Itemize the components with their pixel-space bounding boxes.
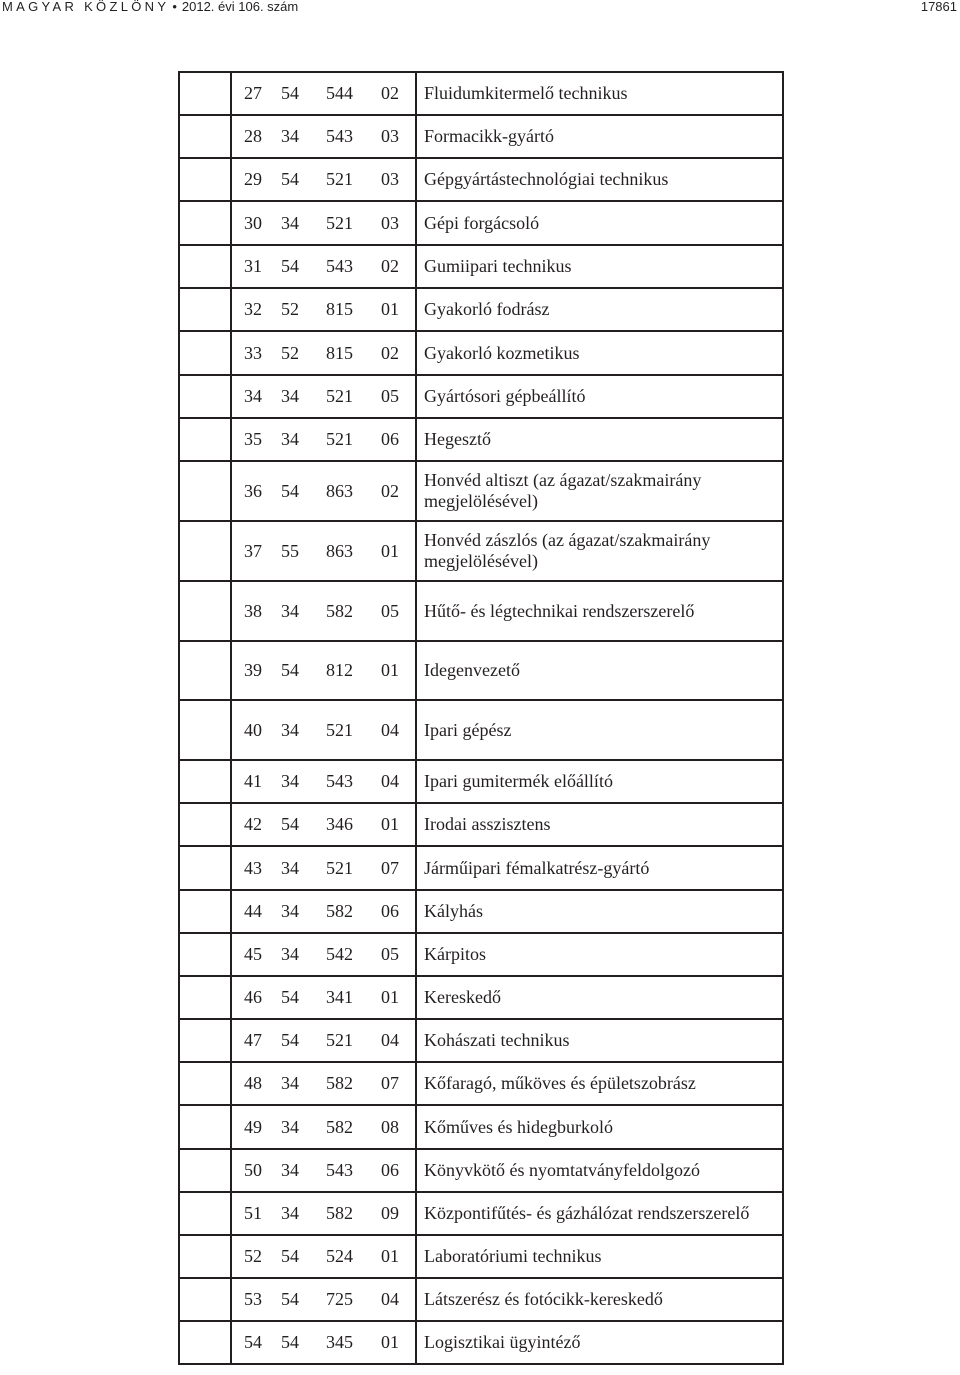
code-part-3: 01 (381, 1246, 399, 1266)
row-number: 52 (244, 1246, 262, 1266)
code-part-3: 02 (381, 342, 399, 363)
qualification-name: Irodai asszisztens (416, 803, 783, 846)
qualification-name: Gyakorló kozmetikus (416, 331, 783, 375)
blank-cell (179, 331, 231, 375)
code-part-2: 725 (326, 1289, 353, 1309)
table-row (179, 1321, 783, 1364)
qualification-table (178, 71, 784, 1365)
code-part-3: 04 (381, 1030, 399, 1050)
qualification-name: Látszerész és fotócikk-kereskedő (416, 1278, 783, 1321)
row-number: 41 (244, 771, 262, 791)
code-cell (231, 890, 416, 933)
code-cell (231, 1062, 416, 1105)
code-part-3: 02 (381, 480, 399, 501)
code-part-1: 54 (281, 987, 299, 1007)
row-number: 30 (244, 212, 262, 233)
code-part-1: 54 (281, 480, 299, 501)
code-cell (231, 158, 416, 201)
row-number: 48 (244, 1073, 262, 1093)
qualification-name: Laboratóriumi technikus (416, 1235, 783, 1278)
code-part-1: 54 (281, 169, 299, 189)
code-cell (231, 331, 416, 375)
code-cell (231, 418, 416, 461)
table-row (179, 158, 783, 201)
qualification-name: Kárpitos (416, 933, 783, 976)
code-cell (231, 581, 416, 641)
qualification-name: Logisztikai ügyintéző (416, 1321, 783, 1364)
code-cell (231, 846, 416, 890)
table-row (179, 72, 783, 115)
table-row (179, 1192, 783, 1235)
code-part-2: 346 (326, 814, 353, 834)
code-cell (231, 375, 416, 418)
code-part-2: 521 (326, 719, 353, 740)
code-part-3: 07 (381, 1073, 399, 1093)
qualification-name: Gyakorló fodrász (416, 288, 783, 331)
table-row (179, 1149, 783, 1192)
blank-cell (179, 1321, 231, 1364)
qualification-name: Formacikk-gyártó (416, 115, 783, 158)
row-number: 54 (244, 1332, 262, 1352)
code-part-2: 524 (326, 1246, 353, 1266)
blank-cell (179, 976, 231, 1019)
table-row (179, 1235, 783, 1278)
blank-cell (179, 1062, 231, 1105)
qualification-name: Honvéd altiszt (az ágazat/szakmairány megjelölésével) (416, 461, 783, 521)
blank-cell (179, 72, 231, 115)
row-number: 37 (244, 540, 262, 561)
code-part-3: 05 (381, 600, 399, 621)
qualification-name: Központifűtés- és gázhálózat rendszerszerelő (416, 1192, 783, 1235)
bullet-separator: • (172, 0, 177, 14)
blank-cell (179, 158, 231, 201)
code-part-3: 03 (381, 126, 399, 146)
code-part-3: 02 (381, 256, 399, 276)
code-part-3: 05 (381, 944, 399, 964)
code-part-1: 34 (281, 386, 299, 406)
code-part-2: 521 (326, 429, 353, 449)
code-part-3: 06 (381, 429, 399, 449)
code-part-2: 815 (326, 299, 353, 319)
blank-cell (179, 115, 231, 158)
code-part-1: 34 (281, 1203, 299, 1223)
code-cell (231, 288, 416, 331)
journal-title: MAGYAR KÖZLÖNY (2, 0, 170, 14)
code-cell (231, 1278, 416, 1321)
code-part-2: 582 (326, 1116, 353, 1137)
code-part-3: 06 (381, 1160, 399, 1180)
code-part-3: 01 (381, 987, 399, 1007)
code-cell (231, 245, 416, 288)
row-number: 51 (244, 1203, 262, 1223)
row-number: 36 (244, 480, 262, 501)
code-part-1: 34 (281, 429, 299, 449)
row-number: 53 (244, 1289, 262, 1309)
code-part-2: 582 (326, 600, 353, 621)
code-cell (231, 760, 416, 803)
code-part-1: 54 (281, 814, 299, 834)
row-number: 40 (244, 719, 262, 740)
row-number: 47 (244, 1030, 262, 1050)
code-part-3: 02 (381, 83, 399, 103)
code-part-2: 543 (326, 126, 353, 146)
code-part-2: 582 (326, 1073, 353, 1093)
code-part-2: 521 (326, 1030, 353, 1050)
code-part-1: 54 (281, 256, 299, 276)
code-part-1: 34 (281, 944, 299, 964)
code-part-2: 345 (326, 1332, 353, 1352)
table-row (179, 245, 783, 288)
qualification-name: Járműipari fémalkatrész-gyártó (416, 846, 783, 890)
running-head (2, 0, 298, 14)
row-number: 42 (244, 814, 262, 834)
qualification-name: Gépi forgácsoló (416, 201, 783, 245)
code-part-2: 521 (326, 857, 353, 878)
qualification-name: Gépgyártástechnológiai technikus (416, 158, 783, 201)
code-cell (231, 803, 416, 846)
row-number: 31 (244, 256, 262, 276)
code-part-2: 812 (326, 660, 353, 680)
code-part-1: 54 (281, 1332, 299, 1352)
row-number: 33 (244, 342, 262, 363)
code-cell (231, 641, 416, 700)
blank-cell (179, 641, 231, 700)
table-row (179, 375, 783, 418)
blank-cell (179, 1235, 231, 1278)
code-part-3: 04 (381, 771, 399, 791)
issue-number: 2012. évi 106. szám (181, 0, 299, 14)
code-part-1: 34 (281, 901, 299, 921)
blank-cell (179, 1105, 231, 1149)
code-part-3: 07 (381, 857, 399, 878)
code-cell (231, 976, 416, 1019)
table-row (179, 933, 783, 976)
code-part-1: 34 (281, 126, 299, 146)
blank-cell (179, 1019, 231, 1062)
code-part-1: 52 (281, 342, 299, 363)
code-part-2: 863 (326, 480, 353, 501)
qualification-name: Kőfaragó, műköves és épületszobrász (416, 1062, 783, 1105)
code-part-1: 34 (281, 1160, 299, 1180)
code-part-1: 54 (281, 660, 299, 680)
code-part-3: 03 (381, 212, 399, 233)
code-part-1: 34 (281, 1116, 299, 1137)
qualification-name: Gumiipari technikus (416, 245, 783, 288)
qualification-name: Idegenvezető (416, 641, 783, 700)
code-part-3: 03 (381, 169, 399, 189)
qualification-name: Kőműves és hidegburkoló (416, 1105, 783, 1149)
code-cell (231, 700, 416, 760)
code-part-1: 52 (281, 299, 299, 319)
code-part-3: 01 (381, 299, 399, 319)
blank-cell (179, 418, 231, 461)
blank-cell (179, 1192, 231, 1235)
code-part-2: 863 (326, 540, 353, 561)
row-number: 32 (244, 299, 262, 319)
code-cell (231, 72, 416, 115)
code-part-3: 06 (381, 901, 399, 921)
code-part-2: 521 (326, 386, 353, 406)
code-part-1: 55 (281, 540, 299, 561)
row-number: 29 (244, 169, 262, 189)
code-part-3: 09 (381, 1203, 399, 1223)
row-number: 49 (244, 1116, 262, 1137)
code-cell (231, 115, 416, 158)
table-row (179, 418, 783, 461)
table-row (179, 976, 783, 1019)
blank-cell (179, 521, 231, 581)
row-number: 50 (244, 1160, 262, 1180)
code-cell (231, 1105, 416, 1149)
blank-cell (179, 201, 231, 245)
code-part-1: 34 (281, 212, 299, 233)
blank-cell (179, 890, 231, 933)
qualification-name: Hűtő- és légtechnikai rendszerszerelő (416, 581, 783, 641)
blank-cell (179, 700, 231, 760)
code-part-2: 582 (326, 901, 353, 921)
table-row (179, 1105, 783, 1149)
qualification-name: Ipari gumitermék előállító (416, 760, 783, 803)
blank-cell (179, 846, 231, 890)
code-cell (231, 521, 416, 581)
code-part-1: 54 (281, 83, 299, 103)
table-row (179, 700, 783, 760)
qualification-name: Fluidumkitermelő technikus (416, 72, 783, 115)
code-part-2: 543 (326, 1160, 353, 1180)
table-row (179, 115, 783, 158)
page-number: 17861 (920, 0, 957, 14)
code-part-3: 04 (381, 1289, 399, 1309)
row-number: 27 (244, 83, 262, 103)
table-row (179, 760, 783, 803)
code-cell (231, 1149, 416, 1192)
code-part-2: 521 (326, 212, 353, 233)
code-cell (231, 461, 416, 521)
blank-cell (179, 461, 231, 521)
code-part-2: 544 (326, 83, 353, 103)
code-part-3: 04 (381, 719, 399, 740)
table-row (179, 521, 783, 581)
qualification-name: Kereskedő (416, 976, 783, 1019)
row-number: 44 (244, 901, 262, 921)
code-cell (231, 933, 416, 976)
qualification-name: Könyvkötő és nyomtatványfeldolgozó (416, 1149, 783, 1192)
code-cell (231, 1192, 416, 1235)
code-part-3: 01 (381, 540, 399, 561)
qualification-name: Kohászati technikus (416, 1019, 783, 1062)
code-part-3: 01 (381, 814, 399, 834)
blank-cell (179, 1278, 231, 1321)
table-row (179, 803, 783, 846)
code-part-1: 34 (281, 857, 299, 878)
code-part-1: 34 (281, 600, 299, 621)
code-part-2: 543 (326, 256, 353, 276)
blank-cell (179, 760, 231, 803)
code-part-1: 54 (281, 1246, 299, 1266)
blank-cell (179, 933, 231, 976)
row-number: 43 (244, 857, 262, 878)
code-part-1: 54 (281, 1289, 299, 1309)
code-part-3: 01 (381, 660, 399, 680)
table-row (179, 890, 783, 933)
qualification-name: Ipari gépész (416, 700, 783, 760)
table-row (179, 1062, 783, 1105)
code-part-3: 08 (381, 1116, 399, 1137)
page-header (0, 0, 960, 16)
code-part-2: 815 (326, 342, 353, 363)
code-cell (231, 1235, 416, 1278)
table-row (179, 461, 783, 521)
blank-cell (179, 245, 231, 288)
code-cell (231, 1321, 416, 1364)
table-row (179, 846, 783, 890)
code-part-1: 54 (281, 1030, 299, 1050)
table-row (179, 201, 783, 245)
qualification-name: Hegesztő (416, 418, 783, 461)
row-number: 35 (244, 429, 262, 449)
table-body (179, 72, 783, 1364)
code-part-2: 542 (326, 944, 353, 964)
code-part-3: 05 (381, 386, 399, 406)
code-cell (231, 1019, 416, 1062)
qualification-name: Honvéd zászlós (az ágazat/szakmairány megjelölésével) (416, 521, 783, 581)
blank-cell (179, 375, 231, 418)
row-number: 46 (244, 987, 262, 1007)
code-part-1: 34 (281, 771, 299, 791)
code-cell (231, 201, 416, 245)
row-number: 34 (244, 386, 262, 406)
qualification-name: Gyártósori gépbeállító (416, 375, 783, 418)
code-part-2: 341 (326, 987, 353, 1007)
table-row (179, 641, 783, 700)
row-number: 45 (244, 944, 262, 964)
table-row (179, 331, 783, 375)
table-row (179, 1278, 783, 1321)
blank-cell (179, 1149, 231, 1192)
qualification-name: Kályhás (416, 890, 783, 933)
blank-cell (179, 581, 231, 641)
table-row (179, 1019, 783, 1062)
row-number: 28 (244, 126, 262, 146)
table-row (179, 581, 783, 641)
code-part-2: 582 (326, 1203, 353, 1223)
row-number: 38 (244, 600, 262, 621)
code-part-1: 34 (281, 719, 299, 740)
code-part-3: 01 (381, 1332, 399, 1352)
row-number: 39 (244, 660, 262, 680)
blank-cell (179, 288, 231, 331)
code-part-2: 521 (326, 169, 353, 189)
code-part-2: 543 (326, 771, 353, 791)
code-part-1: 34 (281, 1073, 299, 1093)
table-row (179, 288, 783, 331)
blank-cell (179, 803, 231, 846)
